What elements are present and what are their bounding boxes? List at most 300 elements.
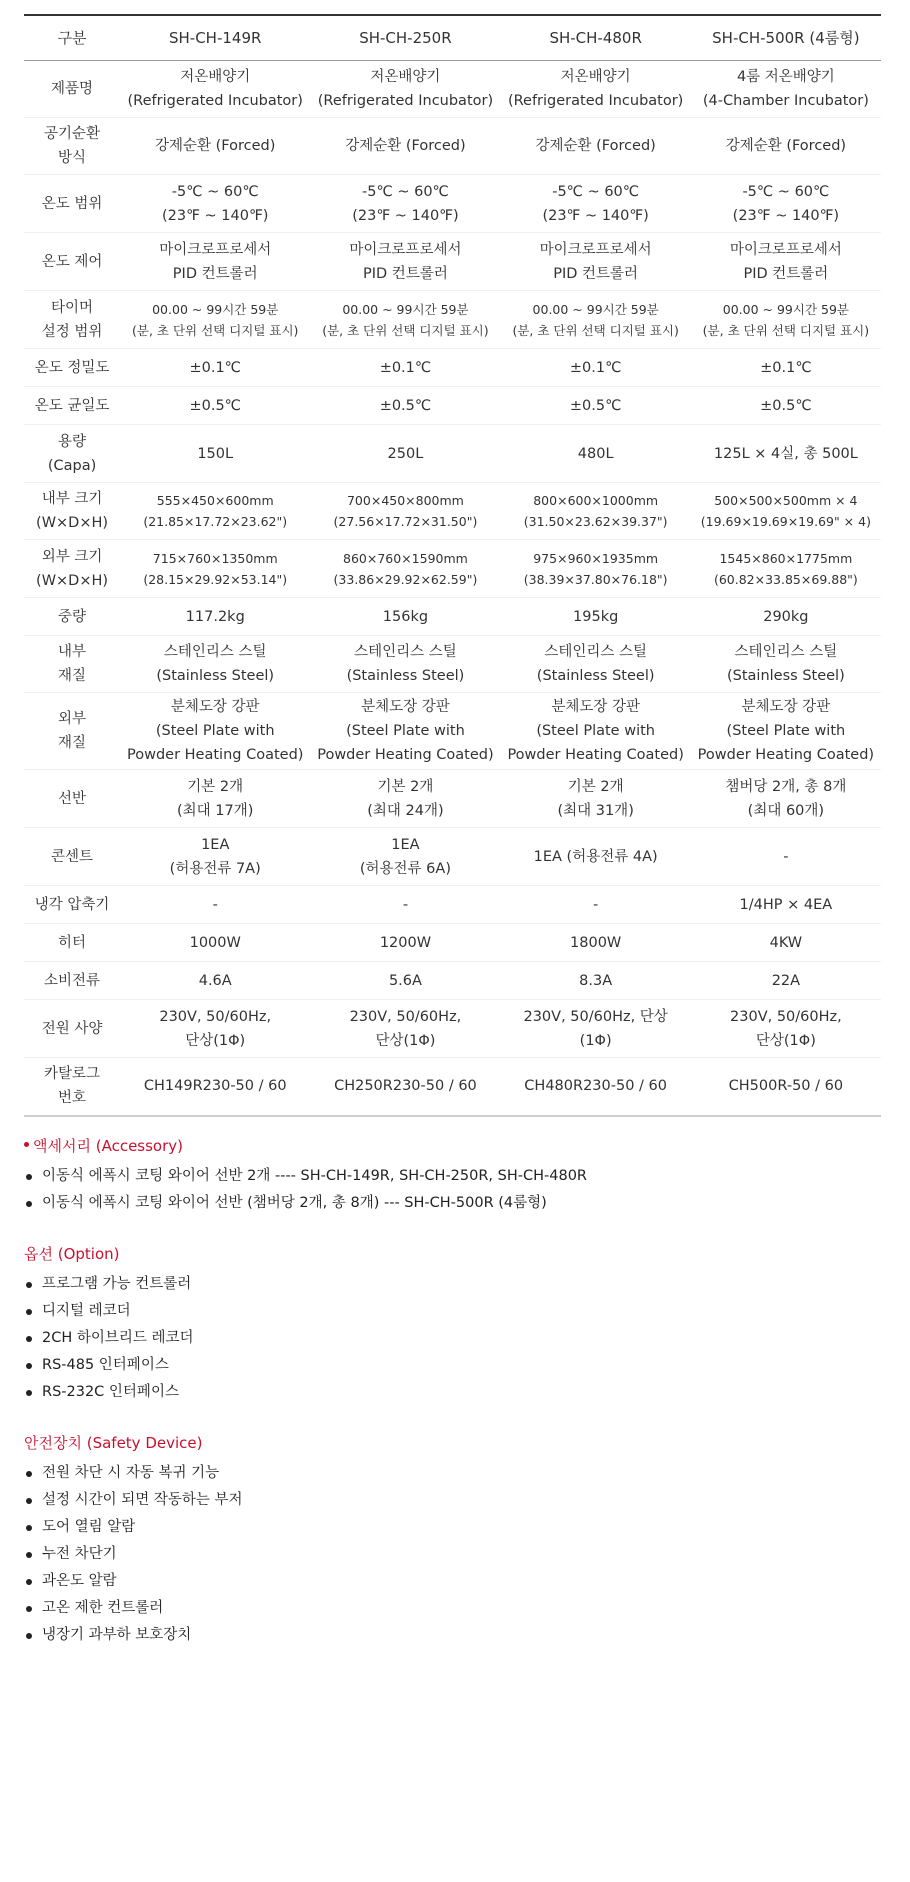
spec-cell	[501, 770, 691, 828]
spec-cell	[120, 349, 310, 387]
bullet-icon	[26, 1633, 32, 1639]
spec-cell	[501, 598, 691, 636]
spec-cell	[501, 828, 691, 886]
spec-cell-line: CH480R230-50 / 60	[524, 1078, 667, 1095]
spec-cell	[501, 233, 691, 291]
spec-cell	[691, 598, 881, 636]
spec-row	[24, 61, 881, 118]
header-model: SH-CH-250R	[310, 15, 500, 61]
spec-cell-line: 강제순환 (Forced)	[725, 138, 847, 154]
list-item-text: 이동식 에폭시 코팅 와이어 선반 2개 ---- SH-CH-149R, SH-CH-250R, SH-CH-480R	[42, 1167, 588, 1184]
spec-cell-line: -5℃ ~ 60℃	[552, 183, 640, 200]
spec-cell-line: (Steel Plate with	[536, 723, 655, 739]
spec-row	[24, 1000, 881, 1058]
row-label	[24, 61, 120, 118]
spec-cell	[310, 1000, 500, 1058]
notes-section	[24, 1135, 910, 1649]
spec-cell-line: 150L	[197, 445, 234, 462]
spec-cell-line: 5.6A	[388, 972, 422, 989]
spec-cell	[120, 636, 310, 693]
spec-cell-line: 125L × 4실, 총 500L	[713, 445, 858, 462]
spec-cell-line: 1EA	[201, 836, 230, 853]
spec-row	[24, 425, 881, 483]
spec-cell	[501, 636, 691, 693]
spec-cell-line: (Steel Plate with	[155, 723, 275, 739]
row-label-line: 중량	[58, 608, 87, 625]
spec-cell-line: (31.50×23.62×39.37")	[523, 514, 668, 529]
spec-cell-line: 단상(1Φ)	[755, 1032, 816, 1049]
spec-cell	[310, 886, 500, 924]
spec-cell-line: 555×450×600mm	[156, 493, 274, 508]
spec-cell	[310, 387, 500, 425]
spec-cell	[120, 291, 310, 349]
spec-cell-line: 1200W	[379, 934, 432, 951]
row-label-line: 번호	[58, 1090, 87, 1107]
spec-cell-line: 8.3A	[579, 972, 613, 989]
bullet-icon	[26, 1471, 32, 1477]
spec-row	[24, 828, 881, 886]
spec-cell	[691, 61, 881, 118]
spec-cell	[691, 924, 881, 962]
spec-cell-line: (Stainless Steel)	[536, 668, 655, 684]
header-model: SH-CH-500R (4룸형)	[691, 15, 881, 61]
row-label	[24, 1058, 120, 1116]
spec-cell	[310, 349, 500, 387]
spec-row	[24, 886, 881, 924]
spec-cell	[501, 1000, 691, 1058]
spec-cell-line: (Stainless Steel)	[156, 668, 275, 684]
spec-cell-line: 챔버당 2개, 총 8개	[725, 778, 847, 795]
list-item-text: RS-232C 인터페이스	[42, 1383, 179, 1400]
spec-cell	[691, 291, 881, 349]
row-label	[24, 387, 120, 425]
spec-cell	[310, 118, 500, 175]
spec-cell-line: (21.85×17.72×23.62")	[143, 514, 288, 529]
list-item-text: 누전 차단기	[42, 1545, 117, 1562]
spec-cell-line: (19.69×19.69×19.69" × 4)	[700, 514, 871, 529]
spec-row	[24, 770, 881, 828]
spec-cell-line: (60.82×33.85×69.88")	[713, 571, 858, 587]
spec-cell-line: ±0.5℃	[760, 397, 812, 414]
spec-cell-line: (23℉ ~ 140℉)	[732, 207, 840, 224]
spec-cell-line: (38.39×37.80×76.18")	[523, 571, 668, 587]
row-label-line: 온도 균일도	[34, 397, 110, 414]
spec-cell	[120, 540, 310, 598]
spec-cell	[501, 118, 691, 175]
spec-cell-line: -	[593, 896, 599, 913]
spec-cell-line: ±0.5℃	[379, 397, 432, 414]
spec-cell-line: 117.2kg	[185, 608, 245, 625]
row-label-line: 온도 제어	[41, 253, 103, 270]
spec-cell-line: 기본 2개	[187, 778, 244, 795]
spec-cell-line: PID 컨트롤러	[743, 265, 829, 282]
spec-row	[24, 924, 881, 962]
spec-cell	[691, 770, 881, 828]
row-label	[24, 118, 120, 175]
spec-cell-line: 저온배양기	[370, 69, 441, 85]
spec-cell	[501, 1058, 691, 1116]
row-label	[24, 233, 120, 291]
spec-cell-line: 단상(1Φ)	[185, 1032, 246, 1049]
spec-cell-line: (1Φ)	[579, 1032, 612, 1049]
spec-cell-line: (최대 31개)	[557, 802, 634, 819]
list-item	[24, 1352, 910, 1379]
spec-cell-line: 1545×860×1775mm	[719, 550, 853, 566]
list-item	[24, 1190, 910, 1217]
row-label	[24, 540, 120, 598]
spec-cell-line: 1000W	[189, 934, 241, 951]
bullet-icon	[26, 1201, 32, 1207]
safety-list	[24, 1460, 910, 1649]
spec-cell-line: 290kg	[763, 608, 809, 625]
spec-cell-line: (허용전류 6A)	[359, 860, 451, 877]
spec-cell-line: 분체도장 강판	[170, 699, 260, 715]
spec-cell-line: (Steel Plate with	[726, 723, 846, 739]
row-label	[24, 962, 120, 1000]
bullet-icon	[26, 1174, 32, 1180]
spec-cell	[691, 425, 881, 483]
spec-cell-line: Powder Heating Coated)	[127, 747, 304, 763]
spec-cell	[501, 924, 691, 962]
spec-cell-line: (Stainless Steel)	[727, 668, 845, 684]
spec-cell-line: 00.00 ~ 99시간 59분	[722, 301, 849, 317]
spec-cell	[691, 175, 881, 233]
spec-cell-line: 스테인리스 스틸	[544, 644, 647, 660]
spec-cell	[310, 540, 500, 598]
row-label-line: 외부	[58, 711, 87, 727]
header-model: SH-CH-480R	[501, 15, 691, 61]
spec-row	[24, 540, 881, 598]
list-item-text: 2CH 하이브리드 레코더	[42, 1329, 194, 1346]
spec-cell-line: 715×760×1350mm	[152, 550, 278, 566]
row-label	[24, 828, 120, 886]
accessory-section	[24, 1135, 910, 1217]
spec-cell-line: 4룸 저온배양기	[736, 69, 835, 85]
spec-row	[24, 962, 881, 1000]
spec-cell-line: CH500R-50 / 60	[728, 1078, 844, 1095]
spec-cell-line: 1EA (허용전류 4A)	[533, 848, 658, 865]
spec-cell-line: 스테인리스 스틸	[354, 644, 457, 660]
spec-row	[24, 349, 881, 387]
row-label-line: 소비전류	[44, 972, 101, 989]
bullet-icon	[26, 1579, 32, 1585]
spec-cell-line: 230V, 50/60Hz, 단상	[523, 1008, 668, 1025]
spec-cell-line: 250L	[387, 445, 424, 462]
spec-cell	[120, 962, 310, 1000]
spec-cell	[120, 828, 310, 886]
list-item-text: 도어 열림 알람	[42, 1518, 136, 1535]
spec-cell	[691, 1058, 881, 1116]
spec-cell-line: 4KW	[769, 934, 803, 951]
spec-cell-line: Powder Heating Coated)	[507, 747, 684, 763]
row-label-line: 외부 크기	[41, 548, 103, 565]
spec-cell-line: PID 컨트롤러	[363, 265, 448, 282]
row-label	[24, 636, 120, 693]
spec-cell-line: Powder Heating Coated)	[697, 747, 875, 763]
row-label	[24, 886, 120, 924]
spec-cell-line: 00.00 ~ 99시간 59분	[342, 301, 469, 317]
spec-cell-line: (Refrigerated Incubator)	[317, 93, 494, 109]
list-item-text: 설정 시간이 되면 작동하는 부저	[42, 1491, 243, 1508]
spec-cell	[310, 291, 500, 349]
spec-cell-line: 강제순환 (Forced)	[155, 138, 276, 154]
spec-cell	[120, 770, 310, 828]
header-model: SH-CH-149R	[120, 15, 310, 61]
spec-cell	[120, 425, 310, 483]
spec-cell-line: (분, 초 단위 선택 디지털 표시)	[512, 322, 679, 338]
spec-cell-line: (Refrigerated Incubator)	[507, 93, 684, 109]
row-label-line: 선반	[58, 790, 87, 807]
row-label-line: 공기순환	[44, 126, 101, 142]
list-item-text: 이동식 에폭시 코팅 와이어 선반 (챔버당 2개, 총 8개) --- SH-CH-500R (4룸형)	[42, 1194, 547, 1211]
list-item	[24, 1487, 910, 1514]
spec-cell-line: CH149R230-50 / 60	[143, 1078, 287, 1095]
spec-cell-line: (최대 60개)	[747, 802, 825, 819]
spec-cell	[310, 962, 500, 1000]
spec-cell-line: 230V, 50/60Hz,	[730, 1008, 842, 1025]
spec-row	[24, 598, 881, 636]
spec-cell	[310, 233, 500, 291]
spec-row	[24, 636, 881, 693]
spec-cell-line: ±0.1℃	[569, 359, 622, 376]
spec-cell	[120, 886, 310, 924]
list-item-text: 냉장기 과부하 보호장치	[42, 1626, 192, 1643]
spec-cell-line: 마이크로프로세서	[349, 241, 462, 258]
list-item-text: 과온도 알람	[42, 1572, 117, 1589]
spec-cell-line: (허용전류 7A)	[169, 860, 261, 877]
spec-cell-line: 저온배양기	[560, 69, 631, 85]
spec-cell	[691, 886, 881, 924]
row-label-line: 재질	[58, 668, 87, 684]
spec-cell-line: 스테인리스 스틸	[734, 644, 838, 660]
row-label-line: 설정 범위	[41, 323, 103, 340]
spec-cell-line: 4.6A	[198, 972, 232, 989]
spec-cell-line: 975×960×1935mm	[533, 550, 659, 566]
spec-cell-line: (분, 초 단위 선택 디지털 표시)	[702, 322, 870, 338]
spec-cell	[310, 924, 500, 962]
row-label-line: 용량	[58, 433, 87, 450]
spec-cell	[501, 61, 691, 118]
option-list	[24, 1271, 910, 1406]
spec-cell-line: ±0.1℃	[379, 359, 432, 376]
spec-cell-line: 마이크로프로세서	[729, 241, 842, 258]
spec-cell-line: (23℉ ~ 140℉)	[542, 207, 649, 224]
spec-cell	[310, 1058, 500, 1116]
spec-cell-line: (최대 24개)	[367, 802, 444, 819]
spec-cell-line: (27.56×17.72×31.50")	[333, 514, 478, 529]
spec-cell-line: PID 컨트롤러	[553, 265, 639, 282]
spec-cell-line: ±0.1℃	[189, 359, 241, 376]
spec-cell-line: -5℃ ~ 60℃	[171, 183, 259, 200]
spec-cell-line: 195kg	[573, 608, 619, 625]
list-item	[24, 1325, 910, 1352]
list-item	[24, 1568, 910, 1595]
spec-cell	[691, 693, 881, 770]
row-label-line: 히터	[58, 934, 87, 951]
safety-title: 안전장치 (Safety Device)	[24, 1433, 203, 1452]
spec-cell-line: -	[402, 896, 409, 913]
spec-cell	[691, 233, 881, 291]
spec-cell	[501, 175, 691, 233]
spec-cell-line: (분, 초 단위 선택 디지털 표시)	[322, 322, 489, 338]
accessory-list	[24, 1163, 910, 1217]
spec-cell-line: 분체도장 강판	[741, 699, 831, 715]
bullet-icon	[26, 1390, 32, 1396]
row-label-line: 제품명	[51, 81, 94, 97]
spec-table	[24, 14, 881, 1117]
bullet-icon	[26, 1336, 32, 1342]
spec-cell-line: 1800W	[570, 934, 622, 951]
spec-row	[24, 175, 881, 233]
bullet-icon	[26, 1552, 32, 1558]
spec-cell-line: (최대 17개)	[177, 802, 254, 819]
spec-cell-line: (Refrigerated Incubator)	[127, 93, 303, 109]
spec-cell	[310, 425, 500, 483]
row-label-line: (W×D×H)	[36, 515, 109, 531]
spec-cell-line: (Steel Plate with	[346, 723, 465, 739]
bullet-icon	[26, 1606, 32, 1612]
spec-cell	[501, 483, 691, 540]
spec-cell-line: ±0.1℃	[760, 359, 812, 376]
spec-cell	[691, 962, 881, 1000]
list-item-text: 고온 제한 컨트롤러	[42, 1599, 164, 1616]
row-label-line: 전원 사양	[41, 1020, 103, 1037]
list-item-text: 디지털 레코더	[42, 1302, 131, 1319]
spec-cell-line: Powder Heating Coated)	[317, 747, 494, 763]
row-label	[24, 291, 120, 349]
spec-cell-line: (분, 초 단위 선택 디지털 표시)	[132, 322, 299, 338]
spec-cell-line: (4-Chamber Incubator)	[702, 93, 869, 109]
spec-cell	[691, 636, 881, 693]
list-item	[24, 1595, 910, 1622]
spec-row	[24, 693, 881, 770]
spec-cell-line: -5℃ ~ 60℃	[362, 183, 449, 200]
row-label-line: 카탈로그	[44, 1066, 101, 1083]
spec-cell	[310, 61, 500, 118]
list-item	[24, 1514, 910, 1541]
spec-cell-line: 860×760×1590mm	[343, 550, 468, 566]
spec-cell	[691, 828, 881, 886]
spec-cell	[120, 233, 310, 291]
spec-cell	[691, 1000, 881, 1058]
row-label-line: 콘센트	[51, 848, 94, 865]
list-item-text: 프로그램 가능 컨트롤러	[42, 1275, 192, 1292]
row-label	[24, 483, 120, 540]
spec-cell-line: 800×600×1000mm	[533, 493, 659, 508]
spec-cell-line: 156kg	[382, 608, 429, 625]
spec-cell-line: 기본 2개	[567, 778, 624, 795]
row-label-line: 냉각 압축기	[34, 896, 110, 913]
spec-cell-line: 단상(1Φ)	[375, 1032, 436, 1049]
bullet-icon	[26, 1282, 32, 1288]
spec-cell	[691, 118, 881, 175]
spec-cell-line: -5℃ ~ 60℃	[742, 183, 830, 200]
list-item-text: 전원 차단 시 자동 복귀 기능	[42, 1464, 220, 1481]
spec-cell	[501, 962, 691, 1000]
list-item	[24, 1163, 910, 1190]
spec-cell-line: ±0.5℃	[569, 397, 622, 414]
row-label	[24, 1000, 120, 1058]
bullet-icon	[26, 1525, 32, 1531]
spec-cell	[691, 540, 881, 598]
spec-cell	[120, 693, 310, 770]
spec-cell-line: 분체도장 강판	[551, 699, 640, 715]
list-item	[24, 1271, 910, 1298]
list-item	[24, 1622, 910, 1649]
spec-cell	[691, 349, 881, 387]
row-label	[24, 425, 120, 483]
spec-cell-line: 스테인리스 스틸	[163, 644, 267, 660]
option-section	[24, 1243, 910, 1406]
spec-cell-line: 강제순환 (Forced)	[345, 138, 466, 154]
spec-cell-line: 분체도장 강판	[361, 699, 450, 715]
spec-cell-line: CH250R230-50 / 60	[334, 1078, 477, 1095]
spec-cell-line: ±0.5℃	[189, 397, 241, 414]
row-label-line: 방식	[58, 150, 87, 166]
spec-row	[24, 118, 881, 175]
spec-cell-line: -	[212, 896, 218, 913]
list-item	[24, 1379, 910, 1406]
row-label	[24, 770, 120, 828]
bullet-icon	[26, 1498, 32, 1504]
spec-row	[24, 1058, 881, 1116]
spec-cell	[501, 425, 691, 483]
row-label	[24, 175, 120, 233]
spec-cell-line: 00.00 ~ 99시간 59분	[532, 301, 659, 317]
spec-row	[24, 483, 881, 540]
bullet-icon	[24, 1142, 29, 1147]
row-label-line: (Capa)	[47, 457, 97, 474]
spec-cell	[310, 693, 500, 770]
spec-cell	[120, 598, 310, 636]
spec-table-header	[24, 15, 881, 61]
spec-cell	[120, 1058, 310, 1116]
spec-cell	[120, 387, 310, 425]
row-label	[24, 924, 120, 962]
spec-cell	[120, 175, 310, 233]
spec-cell	[120, 118, 310, 175]
spec-cell-line: 기본 2개	[377, 778, 434, 795]
list-item	[24, 1298, 910, 1325]
spec-cell-line: (33.86×29.92×62.59")	[333, 571, 478, 587]
list-item	[24, 1541, 910, 1568]
spec-cell-line: (23℉ ~ 140℉)	[162, 207, 269, 224]
spec-cell	[310, 598, 500, 636]
spec-cell	[501, 349, 691, 387]
spec-cell	[691, 387, 881, 425]
bullet-icon	[26, 1309, 32, 1315]
spec-cell-line: 마이크로프로세서	[539, 241, 652, 258]
row-label	[24, 349, 120, 387]
spec-row	[24, 387, 881, 425]
spec-cell	[120, 483, 310, 540]
spec-cell-line: 저온배양기	[180, 69, 251, 85]
row-label-line: 재질	[58, 735, 87, 751]
spec-cell-line: 1EA	[391, 836, 420, 853]
row-label-line: 내부 크기	[41, 491, 103, 507]
spec-cell	[120, 924, 310, 962]
spec-cell-line: 22A	[771, 972, 801, 989]
list-item-text: RS-485 인터페이스	[42, 1356, 169, 1373]
spec-cell-line: PID 컨트롤러	[172, 265, 258, 282]
spec-cell-line: (28.15×29.92×53.14")	[143, 571, 288, 587]
spec-cell	[501, 291, 691, 349]
header-category: 구분	[24, 15, 120, 61]
spec-row	[24, 233, 881, 291]
spec-cell	[310, 770, 500, 828]
spec-cell	[310, 828, 500, 886]
spec-table-body	[24, 61, 881, 1116]
